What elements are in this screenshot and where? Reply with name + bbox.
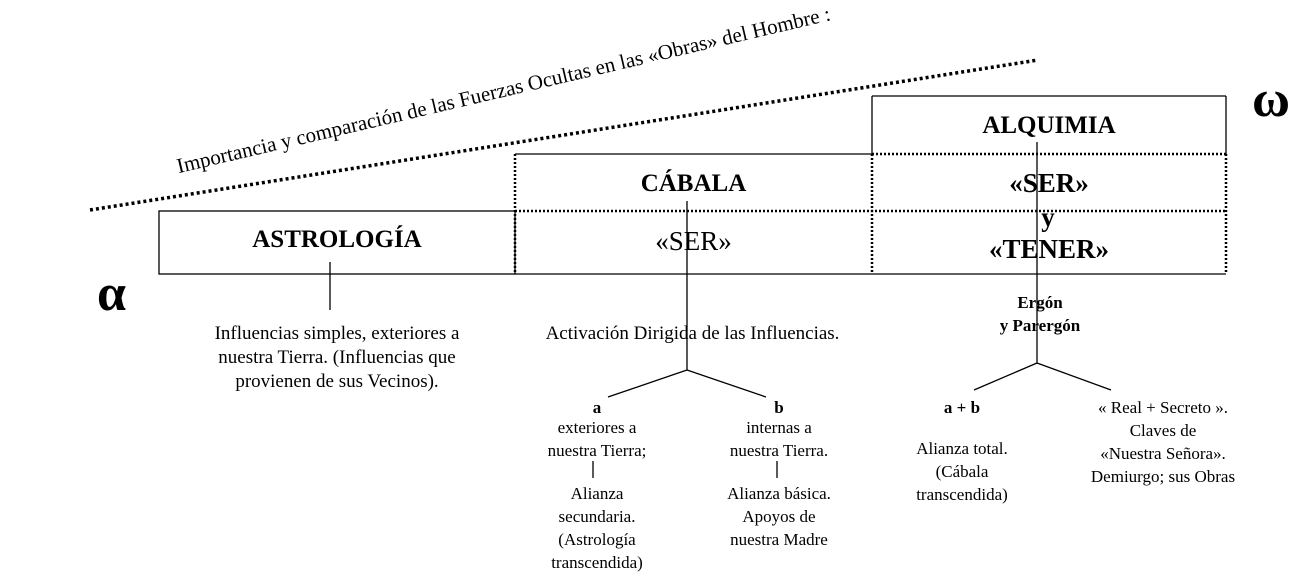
alquimia-ser-label: «SER» [1009,168,1089,198]
alquimia-branch-secret [1037,363,1111,390]
cabala-branch-a-label: a [592,398,602,417]
omega-symbol: ω [1252,71,1291,128]
cabala-ser-label: «SER» [655,226,732,256]
alquimia-description: Ergón y Parergón [999,293,1081,335]
diagram-title: Importancia y comparación de las Fuerzas Ocultas en las «Obras» del Hombre : [174,1,833,179]
cabala-label: CÁBALA [640,170,747,197]
alquimia-branch-secret-text: « Real + Secreto ». Claves de «Nuestra Señora». Demiurgo; sus Obras [1090,398,1236,486]
alpha-symbol: α [97,265,127,322]
alquimia-label: ALQUIMIA [982,112,1116,139]
alquimia-tener-label: «TENER» [988,234,1110,264]
alquimia-branch-ab-label: a + b [943,398,981,417]
cabala-branch-a-result: Alianza secundaria. (Astrología transcendida) [551,484,643,572]
alquimia-branch-ab-result: Alianza total. (Cábala transcendida) [916,439,1008,504]
cabala-description: Activación Dirigida de las Influencias. [545,323,840,344]
alquimia-branch-ab [974,363,1037,390]
astrologia-label: ASTROLOGÍA [252,226,422,253]
astrologia-description: Influencias simples, exteriores a nuestra Tierra. (Influencias que provienen de sus Vecinos). [214,323,460,392]
cabala-branch-b-text: internas a nuestra Tierra. [729,418,829,460]
cabala-branch-b [687,370,766,397]
cabala-branch-b-label: b [774,398,784,417]
cabala-branch-a-text: exteriores a nuestra Tierra; [547,418,647,460]
alquimia-y-label: y [1041,202,1055,232]
cabala-branch-a [608,370,687,397]
cabala-branch-b-result: Alianza básica. Apoyos de nuestra Madre [727,484,831,549]
